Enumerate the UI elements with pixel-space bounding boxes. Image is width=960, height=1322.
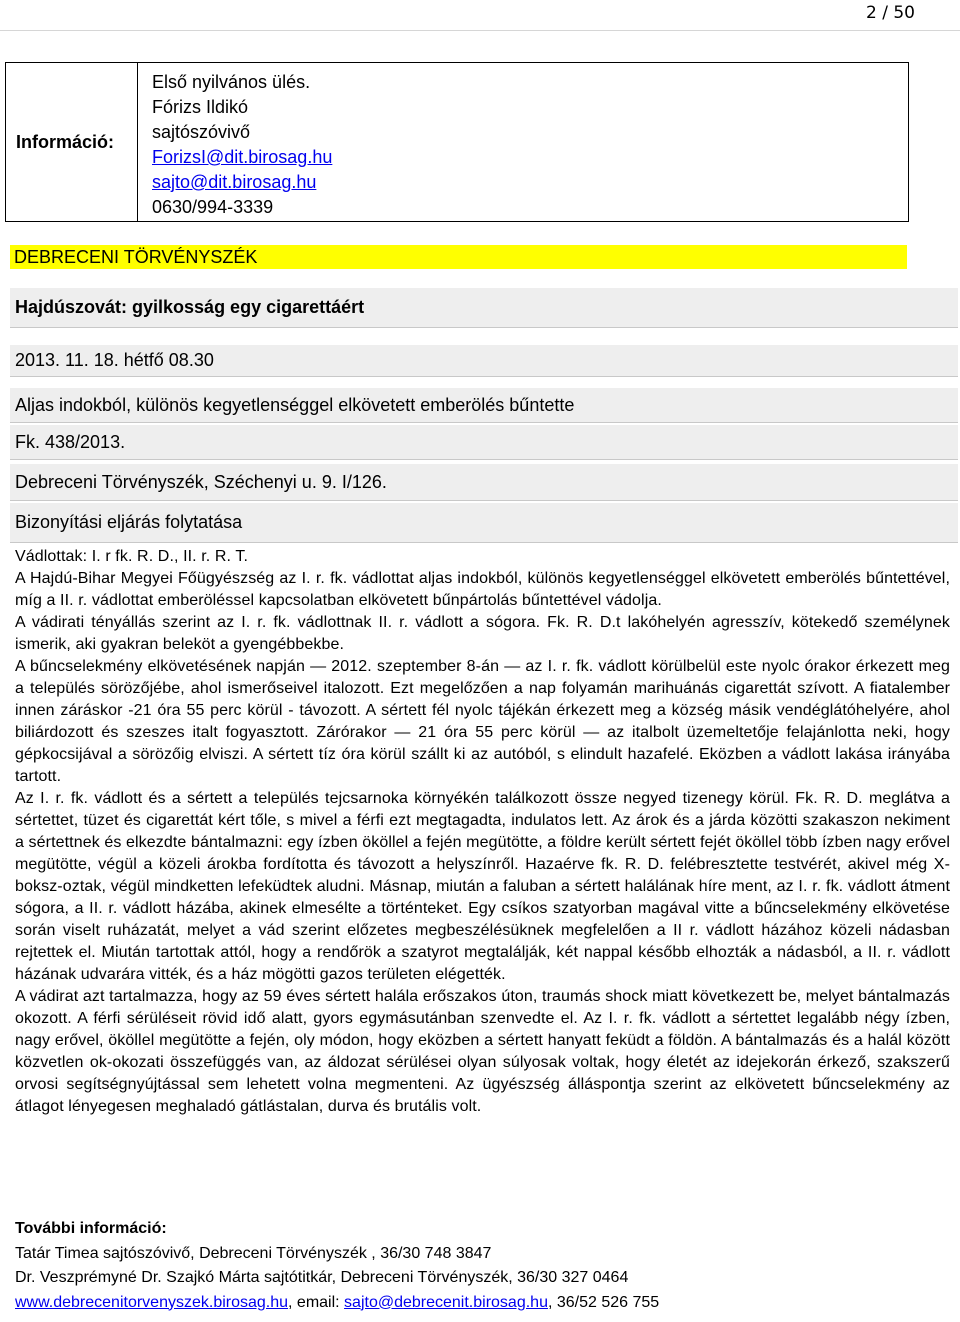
hearing-date: 2013. 11. 18. hétfő 08.30 — [10, 345, 958, 377]
session-type: Első nyilvános ülés. — [152, 72, 311, 92]
spokesperson-name: Fórizs Ildikó — [152, 97, 249, 117]
case-description — [15, 546, 950, 1118]
header-divider — [0, 30, 960, 31]
court-name-banner: DEBRECENI TÖRVÉNYSZÉK — [10, 245, 907, 269]
page-number: 2 / 50 — [866, 3, 915, 23]
further-info-heading: További információ: — [15, 1220, 167, 1237]
court-website-link[interactable]: www.debrecenitorvenyszek.birosag.hu — [15, 1293, 289, 1311]
info-contact-block — [138, 63, 908, 221]
contact-footer — [15, 1217, 950, 1315]
court-email-link[interactable]: sajto@debrecenit.birosag.hu — [344, 1293, 548, 1311]
case-number: Fk. 438/2013. — [10, 425, 958, 460]
defendant-background: A vádirati tényállás szerint az I. r. fk. vádlottnak II. r. vádlott a sógora. Fk. R. D.t lakóhelyén agresszív, kötekedő személynek ismerik, aki gyakran beleköt a gyengébbekbe. — [15, 614, 950, 653]
press-contact-1: Tatár Timea sajtószóvivő, Debreceni Törvényszék , 36/30 748 3847 — [15, 1244, 492, 1262]
web-contact-line — [15, 1291, 950, 1316]
indictment-summary: A Hajdú-Bihar Megyei Főügyészség az I. r. fk. vádlottat aljas indokból, különös kegyetlenséggel elkövetett emberölés bűntettével, míg a II. r. vádlottat emberöléssel kapcsolatban elkövetett bűnpártolás bűntettével vádolja. — [15, 570, 950, 609]
hearing-location: Debreceni Törvényszék, Széchenyi u. 9. I/126. — [10, 464, 958, 501]
assault-paragraph: Az I. r. fk. vádlott és a sértett a település tejcsarnoka környékén találkozott össze negyed tizenegy körül. Fk. R. D. meglátva a sértettet, tüzet és cigarettát kért tőle, s mivel a férfi ezt megtagadta, indulatos lett. Az árok és a járda közötti szakaszon nekiment a sértettnek és elkezdte bántalmazni: egy ízben ököllel a fején megütötte, a földre került sértett fejét ököllel több ízben nagy erővel megütötte, végül a közeli árokba fordította és távozott a helyszínről. Hazaérve fk. R. D. felébresztette testvérét, akivel még X- boksz-oztak, végül mindketten lefeküdtek aludni. Másnap, miután a faluban a sértett halálának híre ment, az I. r. fk. vádlott átment sógora, a II. r. vádlott házába, akinek elmesélte a történteket. Egy csíkos szatyorban magával vitte a bűncselekmény elkövetése során viselt ruházatát, melyet a vád szerint előzetes megbeszélésüknek megfelelően a II r. vádlott házához közeli nádasban rejtettek el. Miután tartottak attól, hogy a rendőrök a szatyrot megtalálják, két nappal később elhozták a nádasból, a II. r. vádlott házának udvarára vitték, és a ház mögötti gazos területen elégették. — [15, 790, 950, 983]
procedure-stage: Bizonyítási eljárás folytatása — [10, 503, 958, 543]
findings-paragraph: A vádirat azt tartalmazza, hogy az 59 éves sértett halála erőszakos úton, traumás shock miatt következett be, melyet bántalmazás okozott. A férfi sérüléseit rövid idő alatt, gyors egymásutánban szenvedte el. Az I. r. fk. vádlott a sértettet legalább négy ízben, nagy erővel, ököllel megütötte a fején, oly módon, hogy eközben a sértett hanyatt feküdt a földön. A bántalmazás és a halál között közvetlen ok-okozati összefüggés van, az áldozat sérülései olyan súlyosak voltak, hogy életét az idejekorán érkező, szakszerű orvosi segítségnyújtással sem lehetett volna megmenteni. Az ügyészség álláspontja szerint az elkövetett bűncselekmény az átlagot lényegesen meghaladó gátlástalan, durva és brutális volt. — [15, 988, 950, 1115]
events-paragraph: A bűncselekmény elkövetésének napján — 2012. szeptember 8-án — az I. r. fk. vádlott körülbelül este nyolc órakor érkezett meg a település sörözőjébe, ahol ismerőseivel italozott. Ezt megelőzően a nap folyamán marihuánás cigarettát szívott. A fiatalember innen záráskor -21 óra 55 perc körül - távozott. A sértett fél nyolc tájékán érkezett meg a község másik vendéglátóhelyére, ahol biliárdozott és szeszes italt fogyasztott. Zárórakor — 21 óra 55 perc körül — az italbolt üzemeltetője felajánlotta neki, hogy gépkocsijával a sörözőig elviszi. A sértett tíz óra körül szállt ki az autóból, s elindult hazafelé. Eközben a vádlott lakása irányába tartott. — [15, 658, 950, 785]
press-email-link[interactable]: sajto@dit.birosag.hu — [152, 172, 317, 192]
defendants: Vádlottak: I. r fk. R. D., II. r. R. T. — [15, 548, 249, 565]
phone-suffix: , 36/52 526 755 — [547, 1293, 660, 1311]
spokesperson-phone: 0630/994-3339 — [152, 197, 274, 217]
info-label: Információ: — [6, 63, 138, 221]
press-contact-2: Dr. Veszprémyné Dr. Szajkó Márta sajtótitkár, Debreceni Törvényszék, 36/30 327 0464 — [15, 1269, 629, 1286]
spokesperson-email-link[interactable]: ForizsI@dit.birosag.hu — [152, 147, 333, 167]
charge: Aljas indokból, különös kegyetlenséggel elkövetett emberölés bűntette — [10, 388, 958, 423]
spokesperson-role: sajtószóvivő — [152, 122, 251, 142]
info-table — [5, 62, 909, 222]
case-title: Hajdúszovát: gyilkosság egy cigarettáért — [10, 288, 958, 328]
email-prefix: , email: — [288, 1293, 345, 1311]
